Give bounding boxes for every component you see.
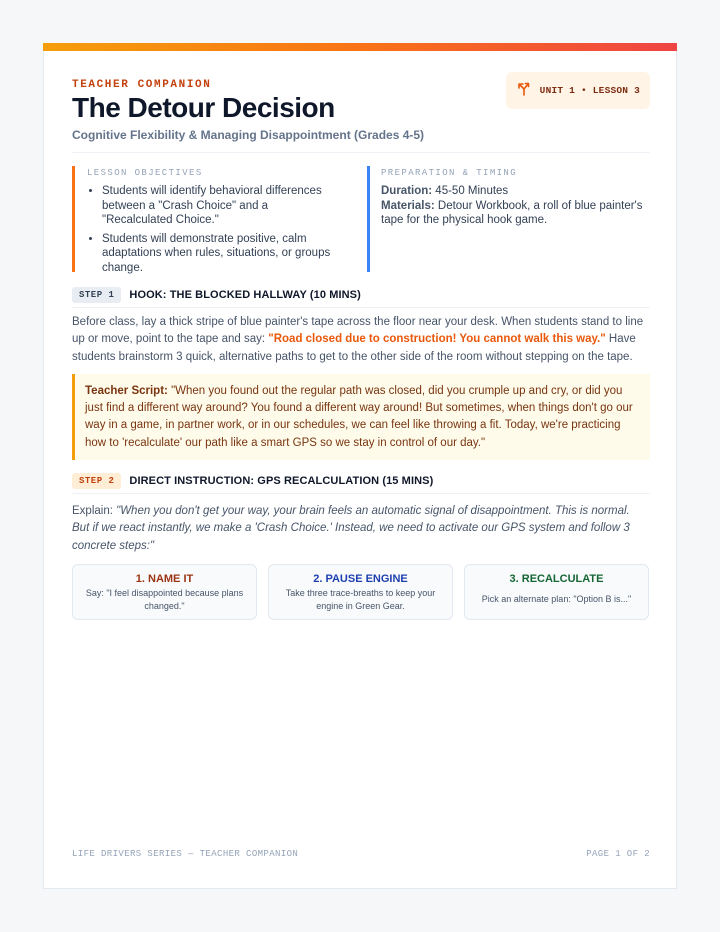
objective-item: • Students will identify behavioral differences between a "Crash Choice" and a "Recalculated Choice." [102,184,340,228]
step1-divider [72,307,650,308]
step1-heading [72,286,650,304]
duration-line [381,184,650,199]
card-name-it [72,564,257,620]
document-page [43,43,677,889]
teacher-script-text: "When you found out the regular path was closed, did you crumple up and cry, or did you just find a different way around? You found a different way around! But sometimes, when things don't go our way in a game, in partner work, or in our schedules, we can feel like throwing a fit. Today, we're practicing how to 'recalculate' our path like a smart GPS so we stay in control of our day." [85,385,633,449]
unit-lesson-label: UNIT 1 • LESSON 3 [539,85,640,96]
step1-title: HOOK: THE BLOCKED HALLWAY (10 MINS) [129,289,361,301]
page-footer [72,849,650,859]
preparation-timing-box [367,166,650,272]
step1-text-before: Before class, lay a thick stripe of blue painter's tape across the floor near your desk. When students stand to line up or move, point to the tape and say: [72,316,644,346]
explain-label: Explain: [72,505,117,517]
step1-chip: STEP 1 [72,287,121,303]
page-title: The Detour Decision [72,92,335,123]
card-recalculate [464,564,649,620]
eyebrow-label: TEACHER COMPANION [72,79,212,91]
step1-text-after: Have students brainstorm 3 quick, alternative paths to get to the other side of the room without stepping on the tape. [72,333,636,363]
page-subtitle: Cognitive Flexibility & Managing Disappointment (Grades 4-5) [72,128,425,142]
objectives-list [87,184,340,275]
materials-line [381,199,650,228]
gps-steps-cards [72,564,650,620]
footer-series: LIFE DRIVERS SERIES — TEACHER COMPANION [72,849,299,859]
step2-chip: STEP 2 [72,473,121,489]
step2-explain [72,503,650,555]
objectives-label: LESSON OBJECTIVES [87,168,203,178]
header-divider [72,152,650,153]
card-description: Take three trace-breaths to keep your engine in Green Gear. [285,588,436,611]
teacher-script-label: Teacher Script: [85,385,168,397]
footer-page-number: PAGE 1 OF 2 [586,849,650,859]
materials-label: Materials: [381,199,435,212]
materials-value: Detour Workbook, a roll of blue painter's tape for the physical hook game. [381,199,643,226]
step1-paragraph [72,314,650,366]
top-accent-bar [43,43,677,51]
duration-value: 45-50 Minutes [432,185,509,197]
prep-label: PREPARATION & TIMING [381,168,518,178]
card-pause-engine [268,564,453,620]
card-description: Pick an alternate plan: "Option B is..." [481,594,632,604]
card-description: Say: "I feel disappointed because plans changed." [85,588,244,611]
duration-label: Duration: [381,185,433,197]
lesson-objectives-box [72,166,340,272]
teacher-script-box [72,374,650,460]
unit-lesson-badge [506,72,650,109]
card-title: 3. RECALCULATE [509,573,604,585]
step1-highlight: "Road closed due to construction! You cannot walk this way." [268,333,606,346]
step2-heading [72,472,650,490]
objective-item: • Students will demonstrate positive, calm adaptations when rules, situations, or groups change. [102,232,340,276]
card-title: 1. NAME IT [135,573,194,585]
explain-text: "When you don't get your way, your brain feels an automatic signal of disappointment. This is normal. But if we react instantly, we make a 'Crash Choice.' Instead, we need to activate our GPS system and follow 3 concrete steps:" [72,505,630,552]
step2-title: DIRECT INSTRUCTION: GPS RECALCULATION (15 MINS) [129,475,434,487]
detour-arrow-icon [516,80,532,101]
step2-divider [72,493,650,494]
card-title: 2. PAUSE ENGINE [313,573,408,585]
